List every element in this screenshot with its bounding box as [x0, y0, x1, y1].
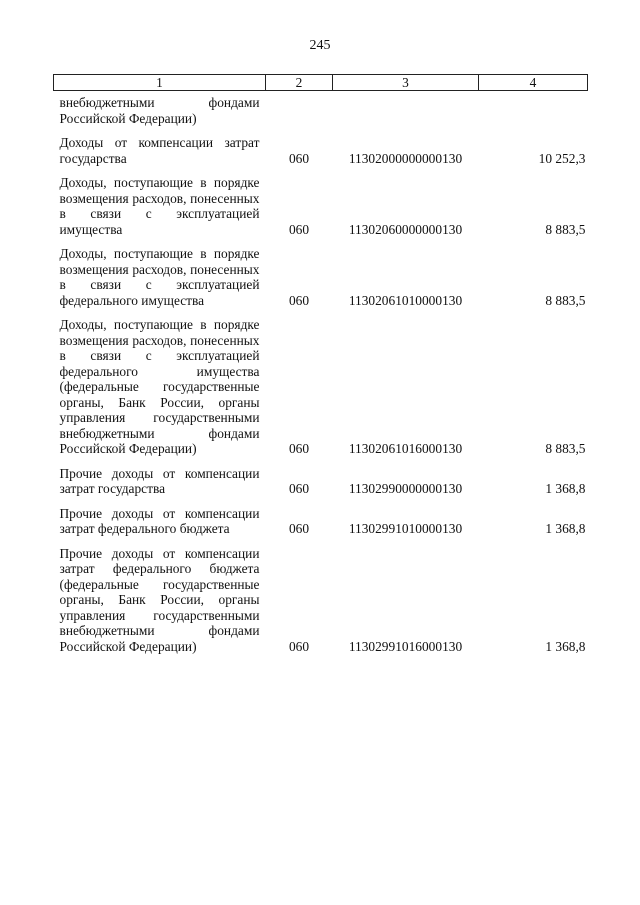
- revenue-name-cell: Прочие доходы от компенсации затрат федерального бюджета: [59, 505, 260, 536]
- administrator-code-cell: 060: [288, 292, 310, 308]
- revenue-name-cell: Доходы, поступающие в порядке возмещения расходов, понесенных в связи с эксплуатацией федерального имущества (федеральные государственные органы, Банк России, органы управления государственными внебюджетными фондами Российской Федерации): [59, 317, 260, 456]
- amount-cell: 8 883,5: [545, 292, 586, 308]
- table-row: [54, 166, 588, 237]
- budget-classification-code-cell: 11302000000000130: [348, 150, 463, 166]
- table-row: [54, 126, 588, 166]
- table-row: [54, 537, 588, 655]
- table-body: [54, 91, 588, 655]
- budget-classification-code-cell: 11302060000000130: [348, 221, 463, 237]
- revenue-name-cell: Доходы, поступающие в порядке возмещения расходов, понесенных в связи с эксплуатацией имущества: [59, 175, 260, 237]
- page-number: 245: [309, 38, 331, 53]
- budget-classification-code-cell: [333, 91, 479, 127]
- revenue-name-cell: Доходы от компенсации затрат государства: [59, 135, 260, 166]
- amount-cell: 8 883,5: [545, 221, 586, 237]
- amount-cell: 1 368,8: [545, 521, 586, 536]
- header-row: [54, 75, 588, 91]
- administrator-code-cell: 060: [288, 521, 310, 536]
- table-row: [54, 457, 588, 497]
- amount-cell: 10 252,3: [538, 150, 586, 166]
- column-header-4: 4: [479, 75, 588, 91]
- revenue-name-cell: внебюджетными фондами Российской Федерации): [59, 95, 260, 126]
- budget-classification-code-cell: 11302991010000130: [348, 521, 463, 536]
- column-header-2: 2: [266, 75, 333, 91]
- administrator-code-cell: [266, 91, 333, 127]
- administrator-code-cell: 060: [288, 481, 310, 496]
- amount-cell: 1 368,8: [545, 638, 586, 654]
- revenue-name-cell: Доходы, поступающие в порядке возмещения расходов, понесенных в связи с эксплуатацией федерального имущества: [59, 246, 260, 308]
- table-row: [54, 308, 588, 457]
- table-header: [54, 75, 588, 91]
- amount-cell: [479, 91, 588, 127]
- budget-classification-code-cell: 11302990000000130: [348, 481, 463, 496]
- table-row: [54, 91, 588, 127]
- budget-revenue-table: [53, 74, 588, 654]
- revenue-name-cell: Прочие доходы от компенсации затрат федерального бюджета (федеральные государственные органы, Банк России, органы управления государственными внебюджетными фондами Российской Федерации): [59, 545, 260, 654]
- administrator-code-cell: 060: [288, 441, 310, 456]
- amount-cell: 8 883,5: [545, 441, 586, 456]
- budget-classification-code-cell: 11302061016000130: [348, 441, 463, 456]
- revenue-name-cell: Прочие доходы от компенсации затрат государства: [59, 465, 260, 496]
- column-header-3: 3: [333, 75, 479, 91]
- budget-classification-code-cell: 11302061010000130: [348, 292, 463, 308]
- budget-classification-code-cell: 11302991016000130: [348, 638, 463, 654]
- table-row: [54, 497, 588, 537]
- administrator-code-cell: 060: [288, 221, 310, 237]
- administrator-code-cell: 060: [288, 150, 310, 166]
- table-row: [54, 237, 588, 308]
- administrator-code-cell: 060: [288, 638, 310, 654]
- amount-cell: 1 368,8: [545, 481, 586, 496]
- column-header-1: 1: [54, 75, 266, 91]
